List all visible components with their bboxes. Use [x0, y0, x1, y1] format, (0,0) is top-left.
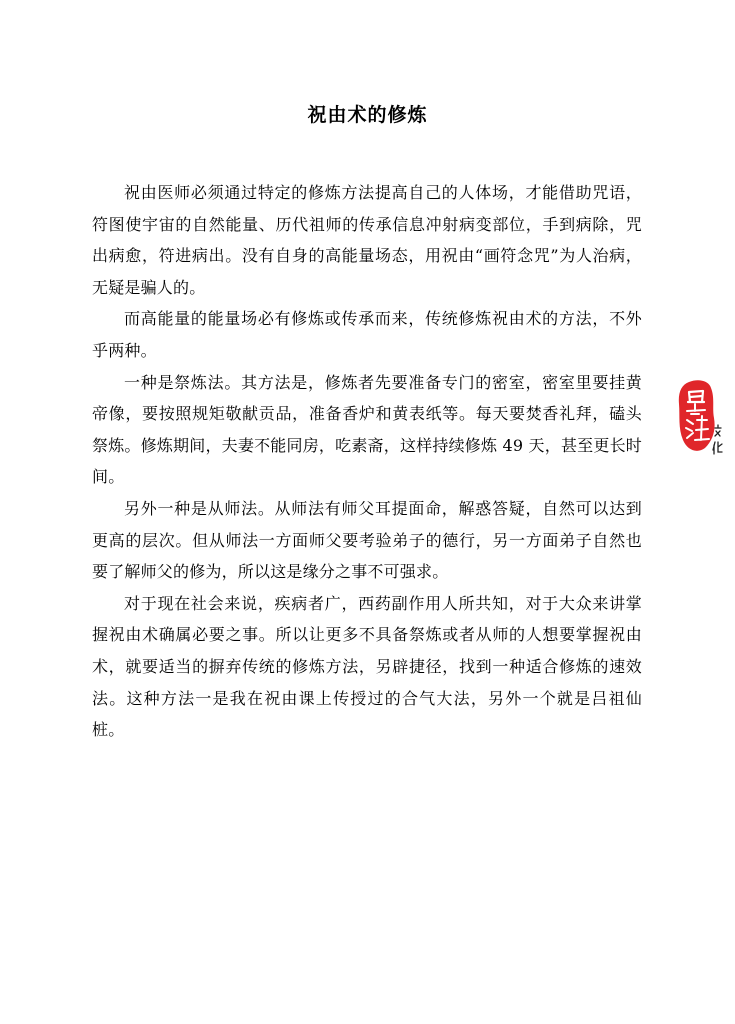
paragraph-3: 一种是祭炼法。其方法是，修炼者先要准备专门的密室，密室里要挂黄帝像，要按照规矩敬献贡品，准备香炉和黄表纸等。每天要焚香礼拜，磕头祭炼。修炼期间，夫妻不能同房，吃素斋，这样持续修炼 49 天，甚至更长时间。: [92, 372, 642, 487]
seal-logo: [675, 378, 725, 458]
paragraph-1: 祝由医师必须通过特定的修炼方法提高自己的人体场，才能借助咒语，符图使宇宙的自然能量、历代祖师的传承信息冲射病变部位，手到病除，咒出病愈，符进病出。没有自身的高能量场态，用祝由“画符念咒”为人治病，无疑是骗人的。: [92, 183, 642, 297]
paragraph-5: 对于现在社会来说，疾病者广，西药副作用人所共知，对于大众来讲掌握祝由术确属必要之事。所以让更多不具备祭炼或者从师的人想要掌握祝由术，就要适当的摒弃传统的修炼方法，另辟捷径，找到一种适合修炼的速效法。这种方法一是我在祝由课上传授过的合气大法，另外一个就是吕祖仙桩。: [92, 593, 642, 740]
document-body: [92, 177, 642, 746]
paragraph-2: 而高能量的能量场必有修炼或传承而来，传统修炼祝由术的方法，不外乎两种。: [92, 309, 642, 360]
paragraph-4: 另外一种是从师法。从师法有师父耳提面命，解惑答疑，自然可以达到更高的层次。但从师法一方面师父要考验弟子的德行，另一方面弟子自然也要了解师父的修为，所以这是缘分之事不可强求。: [92, 498, 642, 582]
page-title: 祝由术的修炼: [307, 104, 428, 126]
